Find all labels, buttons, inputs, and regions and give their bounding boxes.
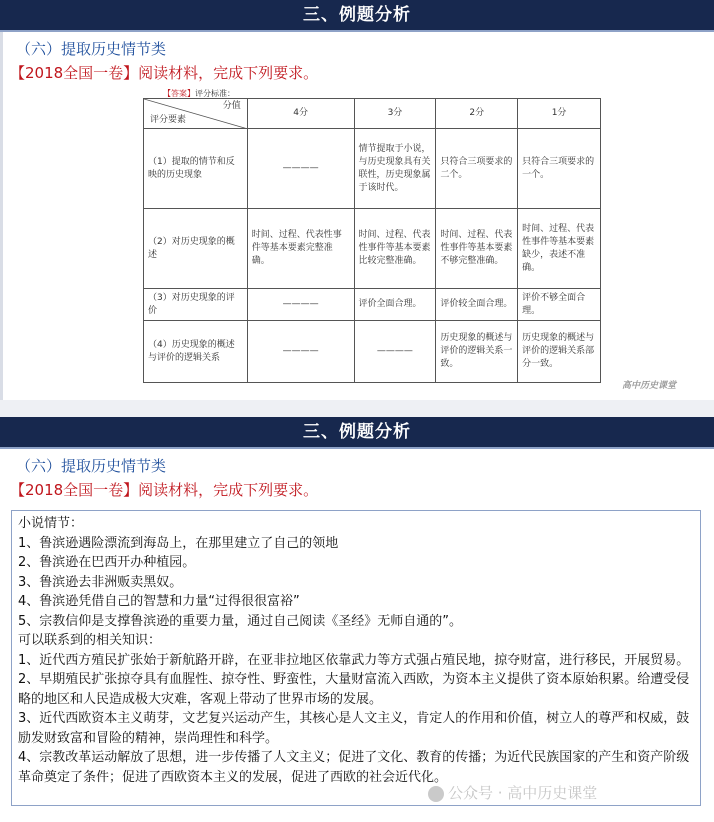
- text-line: 3、近代西欧资本主义萌芽，文艺复兴运动产生，其核心是人文主义，肯定人的作用和价值，树立人的尊严和权威，鼓励发财致富和冒险的精神，崇尚理性和科学。: [18, 711, 690, 746]
- table-corner: [144, 99, 248, 129]
- header-cell: 4分: [247, 99, 354, 129]
- material-box: [11, 510, 701, 806]
- table-cell: 评价不够全面合理。: [518, 289, 601, 321]
- table-row: [144, 321, 601, 383]
- row-label: （2）对历史现象的概述: [144, 209, 248, 289]
- watermark-text: 公众号 · 高中历史课堂: [448, 784, 598, 802]
- table-cell: 历史现象的概述与评价的逻辑关系部分一致。: [518, 321, 601, 383]
- table-cell: 时间、过程、代表性事件等基本要素不够完整准确。: [436, 209, 518, 289]
- question-title: 【2018全国一卷】阅读材料，完成下列要求。: [10, 64, 319, 82]
- table-cell: 时间、过程、代表性事件等基本要素比较完整准确。: [354, 209, 436, 289]
- text-line: 可以联系到的相关知识：: [18, 633, 162, 648]
- section-subtitle: （六）提取历史情节类: [16, 457, 167, 475]
- header-cell: 2分: [436, 99, 518, 129]
- table-cell: ————: [247, 289, 354, 321]
- question-title: 【2018全国一卷】阅读材料，完成下列要求。: [10, 481, 319, 499]
- table-cell: 情节提取于小说，与历史现象具有关联性，历史现象属于该时代。: [354, 129, 436, 209]
- row-label: （1）提取的情节和反映的历史现象: [144, 129, 248, 209]
- table-cell: 时间、过程、代表性事件等基本要素完整准确。: [247, 209, 354, 289]
- table-cell: 只符合三项要求的二个。: [436, 129, 518, 209]
- slide-header: 三、例题分析: [0, 417, 714, 449]
- table-row: [144, 289, 601, 321]
- row-label: （4）历史现象的概述与评价的逻辑关系: [144, 321, 248, 383]
- text-line: 5、宗教信仰是支撑鲁滨逊的重要力量，通过自己阅读《圣经》无师自通的”。: [18, 613, 463, 629]
- slide-header: 三、例题分析: [0, 0, 714, 32]
- row-label: （3）对历史现象的评价: [144, 289, 248, 321]
- score-title: 评分标准：: [195, 89, 235, 98]
- text-line: 3、鲁滨逊去非洲贩卖黑奴。: [18, 574, 183, 590]
- corner-bottom: 评分要素: [150, 115, 187, 125]
- section-subtitle: （六）提取历史情节类: [16, 40, 167, 58]
- table-row: [144, 129, 601, 209]
- header-cell: 3分: [354, 99, 436, 129]
- corner-top: 分值: [222, 101, 241, 111]
- table-cell: 只符合三项要求的一个。: [518, 129, 601, 209]
- slide-edge: [0, 32, 3, 400]
- table-cell: 历史现象的概述与评价的逻辑关系一致。: [436, 321, 518, 383]
- watermark: 高中历史课堂: [622, 381, 677, 391]
- table-cell: 评价全面合理。: [354, 289, 436, 321]
- text-line: 1、鲁滨逊遇险漂流到海岛上，在那里建立了自己的领地: [18, 535, 339, 551]
- rubric-table: [143, 98, 601, 383]
- table-cell: ————: [247, 321, 354, 383]
- table-row: [144, 209, 601, 289]
- table-cell: ————: [247, 129, 354, 209]
- slide-gap: [0, 400, 714, 417]
- table-cell: 评价较全面合理。: [436, 289, 518, 321]
- table-cell: ————: [354, 321, 436, 383]
- table-header-row: [144, 99, 601, 129]
- wechat-icon: [428, 786, 444, 802]
- text-line: 小说情节：: [18, 516, 84, 531]
- answer-tag: 【答案】: [163, 89, 195, 98]
- text-line: 2、早期殖民扩张掠夺具有血腥性、掠夺性、野蛮性，大量财富流入西欧，为资本主义提供了资本原始积累。给遭受侵略的地区和人民造成极大灾难，客观上带动了世界市场的发展。: [18, 672, 690, 707]
- text-line: 2、鲁滨逊在巴西开办种植园。: [18, 555, 196, 570]
- text-line: 4、宗教改革运动解放了思想，进一步传播了人文主义；促进了文化、教育的传播；为近代民族国家的产生和资产阶级革命奠定了条件；促进了西欧资本主义的发展，促进了西欧的社会近代化。: [18, 750, 690, 785]
- table-cell: 时间、过程、代表性事件等基本要素缺少，表述不准确。: [518, 209, 601, 289]
- slide-rubric: [0, 0, 714, 400]
- header-cell: 1分: [518, 99, 601, 129]
- watermark: [428, 782, 597, 803]
- text-line: 4、鲁滨逊凭借自己的智慧和力量“过得很很富裕”: [18, 594, 300, 609]
- text-line: 1、近代西方殖民扩张始于新航路开辟，在亚非拉地区依靠武力等方式强占殖民地，掠夺财富，进行移民，开展贸易。: [18, 652, 690, 668]
